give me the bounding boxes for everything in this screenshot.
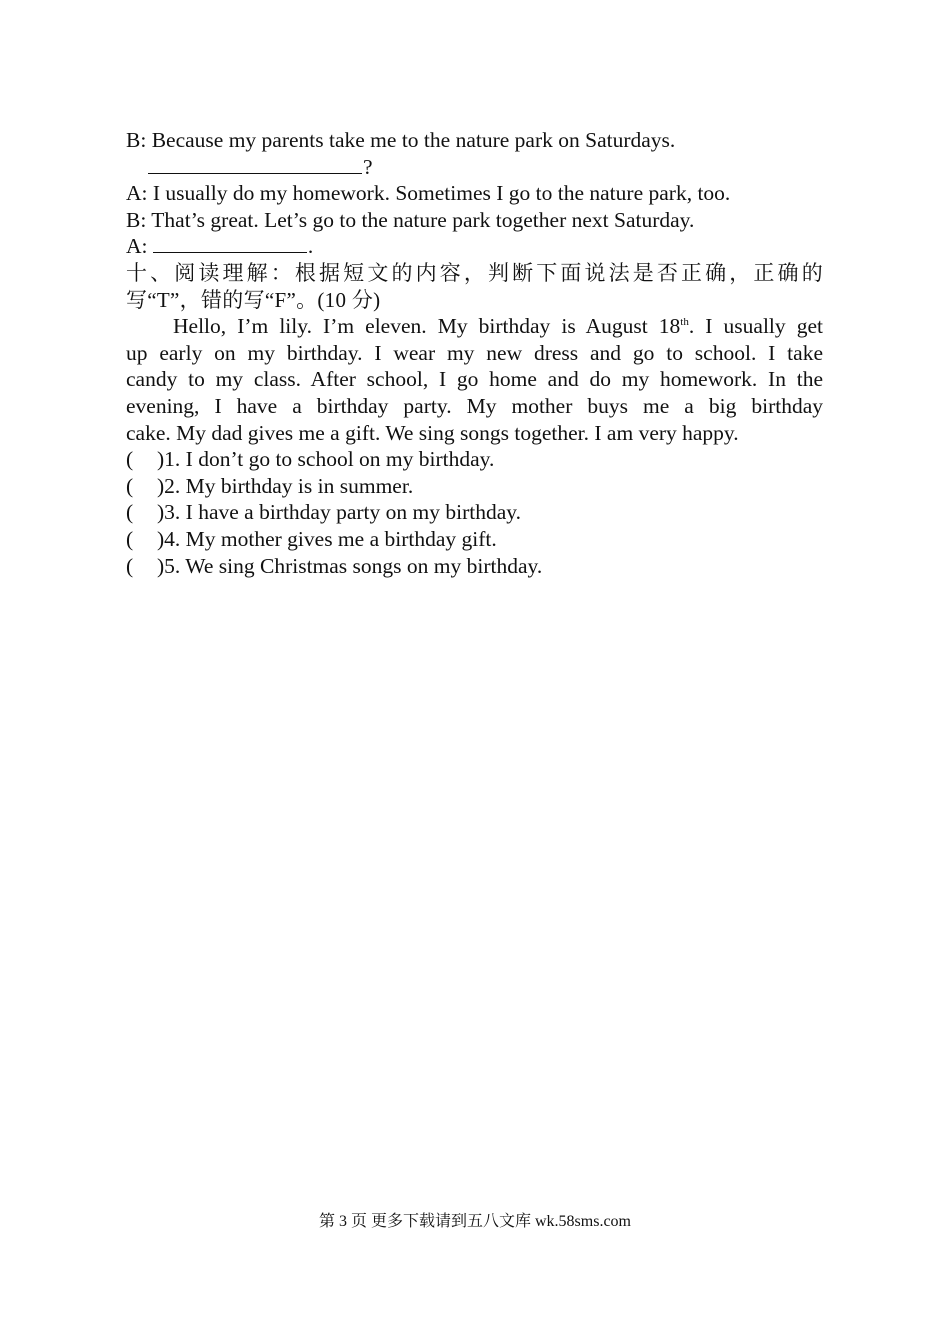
answer-paren: (: [126, 526, 134, 551]
dialogue-line-a1: A: I usually do my homework. Sometimes I go to the nature park, too.: [126, 181, 731, 206]
question-text: )2. My birthday is in summer.: [157, 473, 414, 498]
question-item: [126, 553, 823, 580]
passage-text: . I usually get: [688, 314, 823, 339]
question-item: [126, 499, 823, 526]
question-item: [126, 473, 823, 500]
section-title-line2: 写“T”，错的写“F”。(10 分): [126, 287, 381, 312]
answer-paren: (: [126, 447, 134, 472]
question-item: [126, 526, 823, 553]
dialogue-question-line: [126, 154, 823, 181]
passage-line-1: [126, 313, 823, 340]
passage-line-2: up early on my birthday. I wear my new dress and go to school. I take: [126, 340, 823, 365]
worksheet-content: [126, 127, 823, 579]
passage-line-4: evening, I have a birthday party. My mother buys me a big birthday: [126, 393, 823, 418]
question-text: )1. I don’t go to school on my birthday.: [157, 447, 495, 472]
reading-passage: [126, 313, 823, 446]
section-title-line1: 十、阅读理解：根据短文的内容，判断下面说法是否正确，正确的: [126, 260, 823, 285]
question-item: [126, 446, 823, 473]
answer-paren: (: [126, 473, 134, 498]
page-footer: 第 3 页 更多下载请到五八文库 wk.58sms.com: [318, 1213, 631, 1230]
answer-blank: [153, 233, 307, 253]
passage-line-5: cake. My dad gives me a gift. We sing songs together. I am very happy.: [126, 420, 739, 445]
answer-paren: (: [126, 500, 134, 525]
dialogue-line-b2: B: That’s great. Let’s go to the nature park together next Saturday.: [126, 207, 695, 232]
question-text: )5. We sing Christmas songs on my birthday.: [157, 553, 543, 578]
answer-blank: [148, 154, 362, 174]
dialogue-line-a2: [126, 233, 823, 260]
dialogue-line-b1: B: Because my parents take me to the nature park on Saturdays.: [126, 128, 676, 152]
period: .: [307, 234, 314, 259]
passage-line-3: candy to my class. After school, I go home and do my homework. In the: [126, 367, 823, 392]
answer-paren: (: [126, 553, 134, 578]
section-title: [126, 260, 823, 313]
passage-text: Hello, I’m lily. I’m eleven. My birthday is August 18: [173, 314, 681, 339]
question-list: [126, 446, 823, 579]
question-text: )3. I have a birthday party on my birthday.: [157, 500, 521, 525]
speaker-label: A:: [126, 234, 153, 259]
question-text: )4. My mother gives me a birthday gift.: [157, 526, 497, 551]
question-mark: ?: [363, 154, 373, 179]
ordinal-suffix: th: [680, 316, 689, 328]
